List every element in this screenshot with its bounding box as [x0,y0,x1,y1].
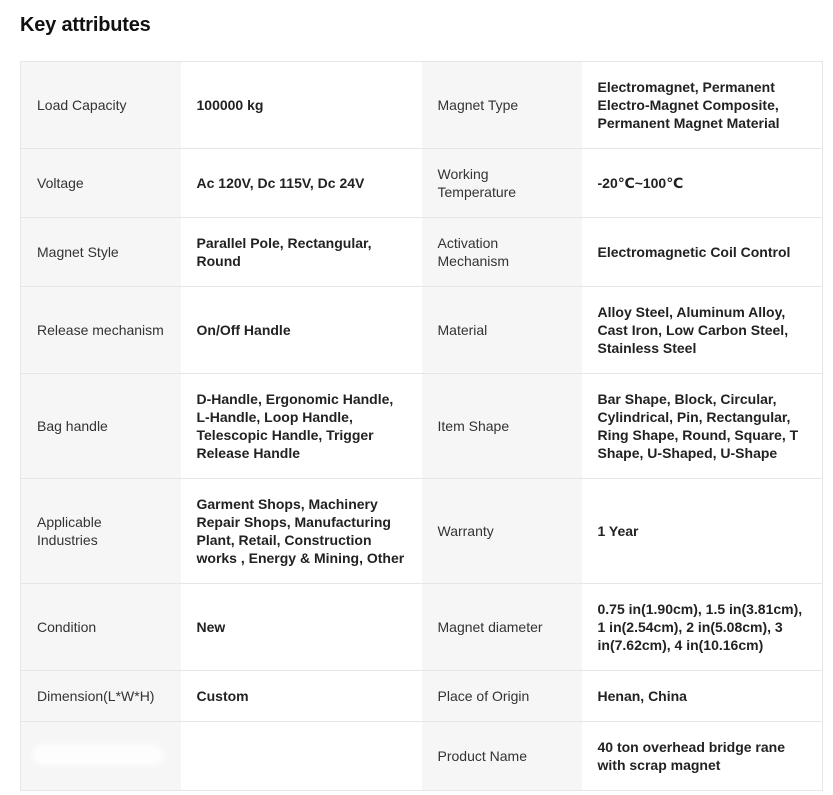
attribute-label: Load Capacity [21,62,181,149]
table-row [21,149,823,218]
redacted-text [37,749,159,761]
attribute-label: Magnet Style [21,218,181,287]
attribute-label: Dimension(L*W*H) [21,671,181,722]
table-row [21,722,823,791]
attribute-value: On/Off Handle [181,287,422,374]
attribute-value: Alloy Steel, Aluminum Alloy, Cast Iron, Low Carbon Steel, Stainless Steel [582,287,823,374]
attribute-value: 40 ton overhead bridge rane with scrap magnet [582,722,823,791]
attribute-value: Henan, China [582,671,823,722]
attribute-label: Magnet diameter [422,584,582,671]
attribute-value: Custom [181,671,422,722]
attribute-value: Electromagnet, Permanent Electro-Magnet Composite, Permanent Magnet Material [582,62,823,149]
attribute-value: 0.75 in(1.90cm), 1.5 in(3.81cm), 1 in(2.54cm), 2 in(5.08cm), 3 in(7.62cm), 4 in(10.16cm) [582,584,823,671]
attribute-label: Bag handle [21,374,181,479]
attribute-value: New [181,584,422,671]
section-title: Key attributes [20,14,151,36]
attribute-label: Applicable Industries [21,479,181,584]
attribute-value: 1 Year [582,479,823,584]
attribute-label: Place of Origin [422,671,582,722]
attribute-value: 100000 kg [181,62,422,149]
attribute-value: D-Handle, Ergonomic Handle, L-Handle, Loop Handle, Telescopic Handle, Trigger Release Handle [181,374,422,479]
table-row [21,584,823,671]
attributes-table [20,61,823,791]
attribute-label: Magnet Type [422,62,582,149]
attribute-value: Garment Shops, Machinery Repair Shops, Manufacturing Plant, Retail, Construction works , Energy & Mining, Other [181,479,422,584]
attribute-label: Working Temperature [422,149,582,218]
attribute-label: Condition [21,584,181,671]
attribute-value: Ac 120V, Dc 115V, Dc 24V [181,149,422,218]
attribute-value: -20℃~100℃ [582,149,823,218]
table-row [21,479,823,584]
attribute-label: Product Name [422,722,582,791]
attribute-label: Item Shape [422,374,582,479]
attribute-value [181,722,422,791]
table-row [21,218,823,287]
attribute-label: Activation Mechanism [422,218,582,287]
attribute-label: Voltage [21,149,181,218]
attribute-label: Release mechanism [21,287,181,374]
attribute-value: Parallel Pole, Rectangular, Round [181,218,422,287]
table-row [21,671,823,722]
attribute-label-blurred [21,722,181,791]
table-row [21,62,823,149]
attribute-label: Material [422,287,582,374]
table-row [21,287,823,374]
attribute-value: Electromagnetic Coil Control [582,218,823,287]
attribute-label: Warranty [422,479,582,584]
table-row [21,374,823,479]
attribute-value: Bar Shape, Block, Circular, Cylindrical, Pin, Rectangular, Ring Shape, Round, Square, T Shape, U-Shaped, U-Shape [582,374,823,479]
